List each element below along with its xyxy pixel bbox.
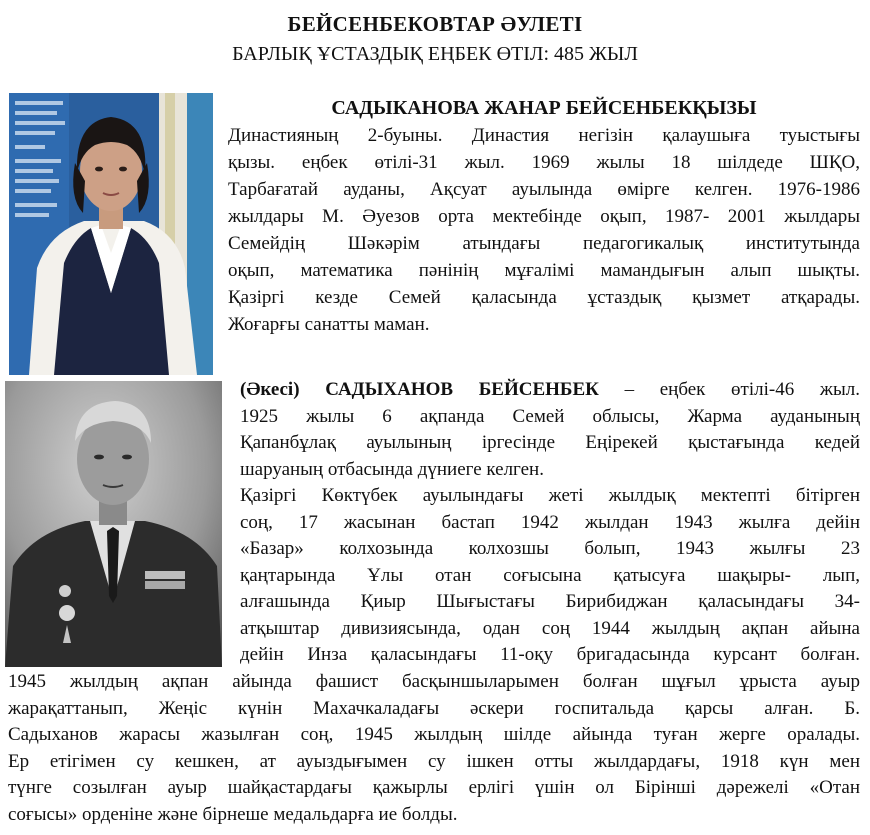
bio-line: Қапанбұлақ ауылының іргесінде Еңірекей қыстағында кедей <box>240 432 860 453</box>
bio-line: Династияның 2-буыны. Династия негізін қалаушыға туыстығы <box>228 125 860 146</box>
bio-line: Тарбағатай ауданы, Ақсуат ауылында өмірге келген. 1976-1986 <box>228 179 860 200</box>
person2-intro-rest: – еңбек өтілі-46 жыл. <box>598 379 860 400</box>
page-title: БЕЙСЕНБЕКОВТАР ӘУЛЕТІ <box>287 12 583 36</box>
bio-line: соң, 17 жасынан бастап 1942 жылдан 1943 жылға дейін <box>240 511 860 533</box>
bio-line: жарақаттанып, Жеңіс күнін Махачкаладағы әскери госпитальда қарсы алған. Б. <box>8 697 860 719</box>
page-subtitle: БАРЛЫҚ ҰСТАЗДЫҚ ЕҢБЕК ӨТІЛ: 485 ЖЫЛ <box>232 43 638 65</box>
person1-name: САДЫКАНОВА ЖАНАР БЕЙСЕНБЕКҚЫЗЫ <box>331 97 757 119</box>
bio-line <box>240 377 860 404</box>
person2-bio-continued <box>8 669 860 828</box>
portrait-photo-sadykanova <box>9 93 213 375</box>
bio-line: шаруаның отбасында дүниеге келген. <box>240 458 544 480</box>
bio-line: Семейдің Шәкәрім атындағы педагогикалық институтында <box>228 233 860 254</box>
bio-line: атқыштар дивизиясында, одан соң 1944 жылдың ақпан айына <box>240 617 860 639</box>
bio-line: оқып, математика пәнінің мұғалімі мамандығын алып шықты. <box>228 260 860 281</box>
bio-line: қызы. еңбек өтілі-31 жыл. 1969 жылы 18 шілдеде ШҚО, <box>228 152 860 173</box>
bio-line: Қазіргі Көктүбек ауылындағы жеті жылдық мектепті бітірген <box>240 485 860 506</box>
bio-line: Қазіргі кезде Семей қаласында ұстаздық қызмет атқарады. <box>228 287 860 308</box>
bio-line: 1925 жылы 6 ақпанда Семей облысы, Жарма ауданының <box>240 405 860 427</box>
person2-bio <box>240 377 860 669</box>
bio-line: жылдары М. Әуезов орта мектебінде оқып, 1987- 2001 жылдары <box>228 206 860 227</box>
bio-line: «Базар» колхозында колхозшы болып, 1943 жылғы 23 <box>240 538 860 559</box>
bio-line: 1945 жылдың ақпан айында фашист басқыншыларымен болған шұғыл ұрыста ауыр <box>8 671 860 692</box>
bio-line: Садыханов жарасы жазылған соң, 1945 жылдың шілде айында туған жерге оралады. <box>8 724 860 745</box>
bio-line: Ер етігімен су кешкен, ат ауыздығымен су ішкен отты жылдардағы, 1918 күн мен <box>8 750 860 772</box>
bio-line: Жоғарғы санатты маман. <box>228 314 430 335</box>
bio-line: соғысы» орденіне және бірнеше медальдарға ие болды. <box>8 803 458 825</box>
person1-bio <box>228 122 860 338</box>
portrait-photo-sadykhanov <box>5 381 222 667</box>
bio-line: қаңтарында Ұлы отан соғысына қатысуға шақыры- лып, <box>240 564 860 586</box>
bio-line: алғашында Қиыр Шығыстағы Бирибиджан қаласындағы 34- <box>240 591 860 612</box>
person2-name: (Әкесі) САДЫХАНОВ БЕЙСЕНБЕК <box>240 379 599 400</box>
bio-line: түнге созылған ауыр шайқастардағы қажырлы ерлігі үшін ол Бірінші дәрежелі «Отан <box>8 777 860 798</box>
bio-line: дейін Инза қаласындағы 11-оқу бригадасында курсант болған. <box>240 644 860 665</box>
